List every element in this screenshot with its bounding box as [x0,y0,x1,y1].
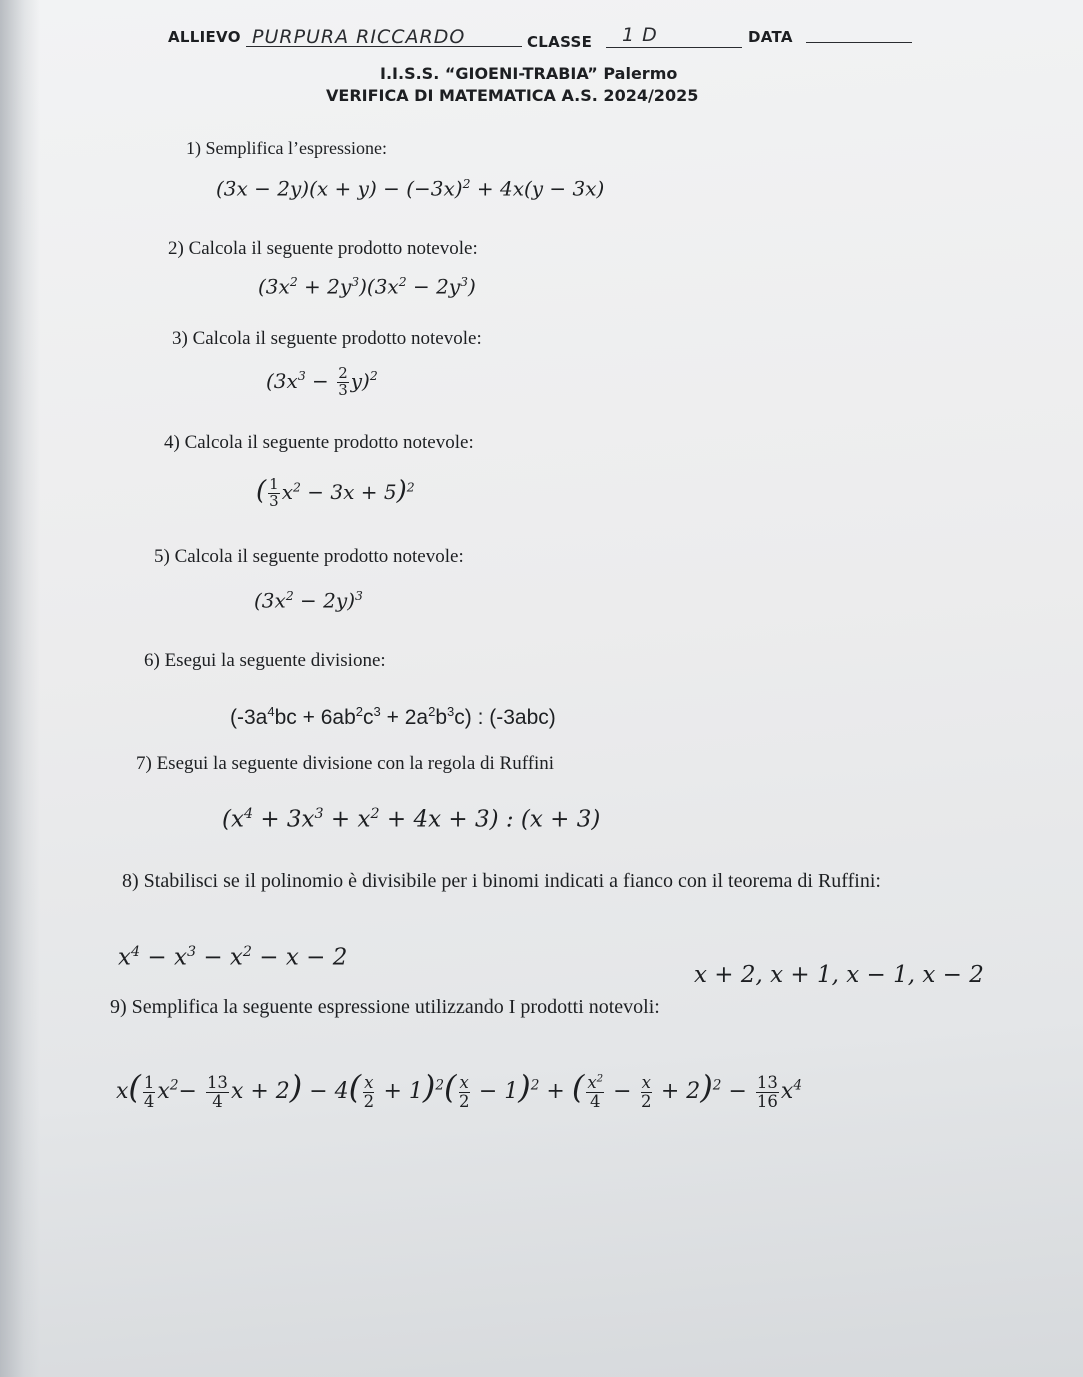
data-line [806,42,912,43]
question-2-expression: $(3x^2 + 2y^3)(3x^2 - 2y^3)$ [258,274,476,299]
test-title: VERIFICA DI MATEMATICA A.S. 2024/2025 [326,86,699,105]
question-7-label: 7) Esegui la seguente divisione con la regola di Ruffini [136,753,555,774]
question-9-expression: x( $\frac{1}{4}$ $x^2-$ $\frac{13}{4}$ x + 2) − 4( $\frac{x}{2}$ + 1)$^2$( $\frac{x}{2}$ − 1)$^2$ + ( $\frac{x^2}{4}$ − $\frac{x}{2}$ + 2)$^2$ − $\frac{13}{16}$ $x^4$ [116,1068,802,1111]
question-5-label: 5) Calcola il seguente prodotto notevole: [154,546,464,567]
question-8-binomials: x + 2, x + 1, x − 1, x − 2 [694,962,984,988]
data-label: DATA [748,28,793,46]
classe-value: 1 D [622,24,658,46]
page-shadow [0,0,40,1377]
question-4-label: 4) Calcola il seguente prodotto notevole: [164,432,474,453]
question-6-label: 6) Esegui la seguente divisione: [144,650,386,671]
question-1-label: 1) Semplifica l’espressione: [186,138,387,158]
question-8-label: 8) Stabilisci se il polinomio è divisibile per i binomi indicati a fianco con il teorema di Ruffini: [122,870,881,892]
question-4-expression: ( $\frac{1}{3}$ $x^2 - 3x + 5)^2$ [256,475,415,510]
question-5-expression: $(3x^2 - 2y)^3$ [254,588,363,613]
question-6-expression: $(-3a^4bc + 6ab^2c^3 + 2a^2b^3c)$ : (-3abc) [230,704,556,729]
question-7-expression: $(x^4 + 3x^3 + x^2 + 4x + 3)$ : (x + 3) [222,806,601,833]
question-9-label: 9) Semplifica la seguente espressione utilizzando I prodotti notevoli: [110,996,660,1018]
question-3-label: 3) Calcola il seguente prodotto notevole: [172,328,482,349]
classe-line [606,47,742,48]
classe-label: CLASSE [527,33,593,51]
question-3-expression: ($3x^3$ − $\frac{2}{3}$ y)$^2$ [266,364,378,399]
allievo-label: ALLIEVO [168,28,241,46]
question-8-polynomial: $x^4 - x^3 - x^2 - x - 2$ [118,944,348,971]
allievo-value: PURPURA RICCARDO [252,26,466,48]
question-2-label: 2) Calcola il seguente prodotto notevole: [168,238,478,259]
question-1-expression: $(3x - 2y)(x + y) - (-3x)^2 + 4x(y - 3x)$ [216,176,605,201]
school-name: I.I.S.S. “GIOENI-TRABIA” Palermo [380,64,678,83]
